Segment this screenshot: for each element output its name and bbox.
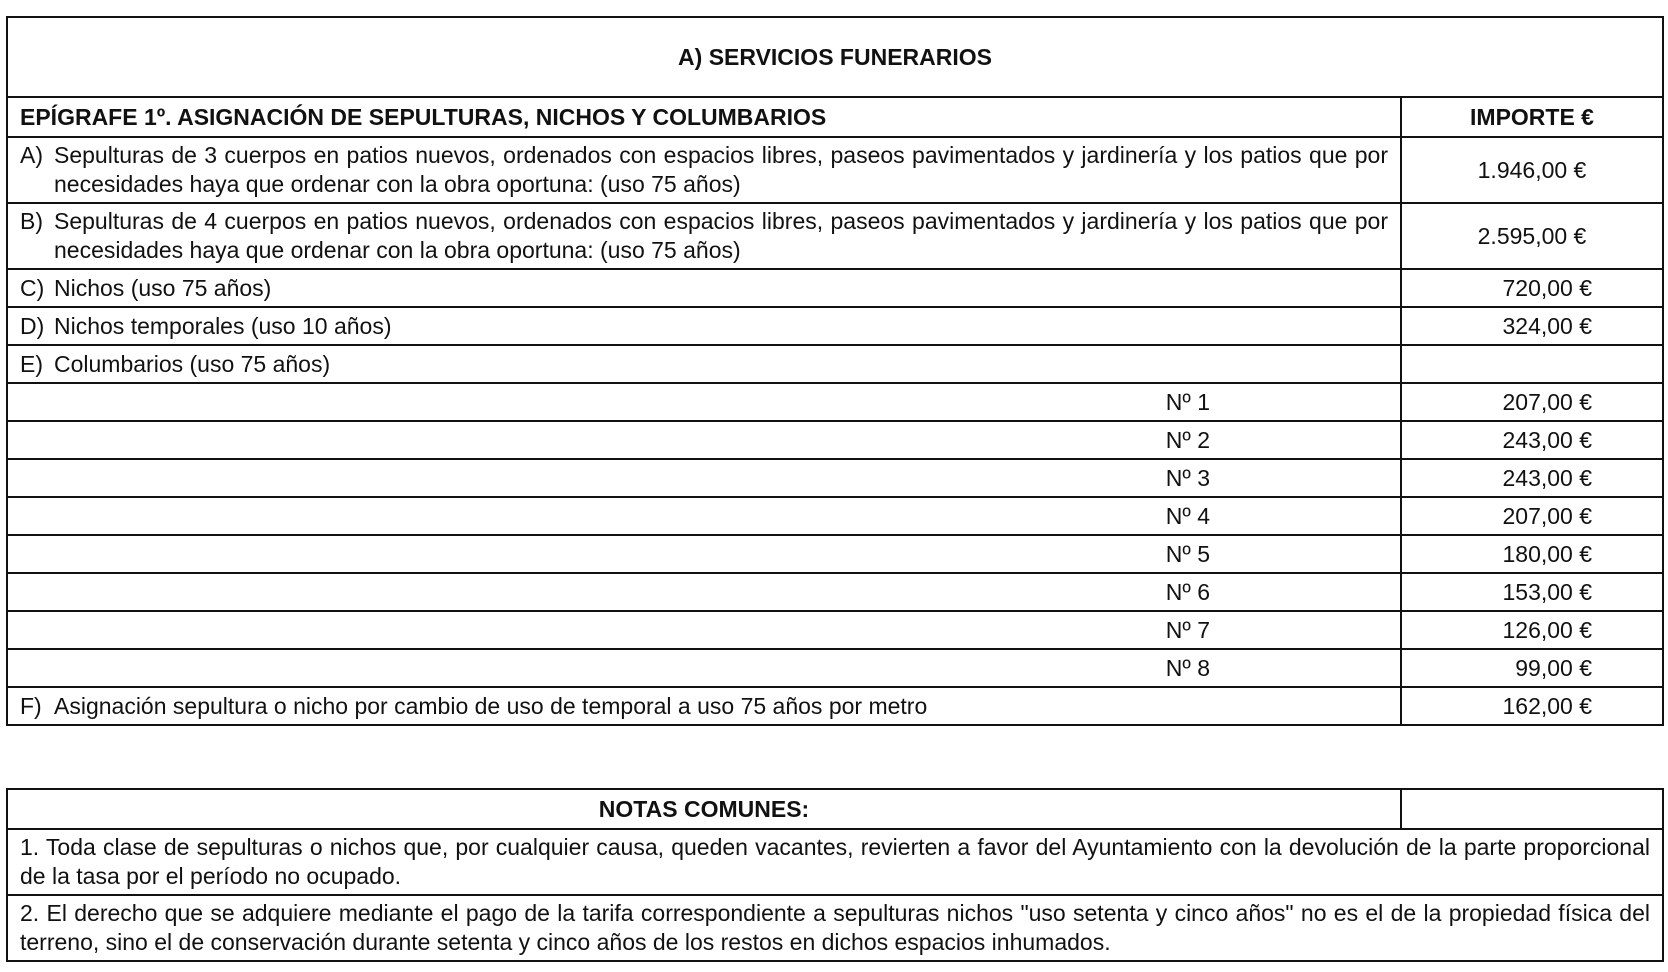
item-letter: F) xyxy=(20,692,42,719)
table-row xyxy=(7,203,1663,269)
item-amount: 324,00 € xyxy=(1401,307,1663,345)
item-letter: B) xyxy=(20,208,43,234)
item-text: Columbarios (uso 75 años) xyxy=(54,350,331,377)
table-row xyxy=(7,345,1663,383)
table-row xyxy=(7,497,1663,535)
table-row xyxy=(7,535,1663,573)
table-row xyxy=(7,459,1663,497)
table-row xyxy=(7,269,1663,307)
columbario-label: Nº 1 xyxy=(7,383,1401,421)
item-text: Sepulturas de 4 cuerpos en patios nuevos, ordenados con espacios libres, paseos pavimentados y jardinería y los patios que por necesidades haya que ordenar con la obra oportuna: (uso 75 años) xyxy=(54,208,1388,263)
note-row xyxy=(7,829,1663,895)
table-row xyxy=(7,649,1663,687)
item-amount: 162,00 € xyxy=(1401,687,1663,725)
columbario-amount: 243,00 € xyxy=(1401,421,1663,459)
columbario-amount: 99,00 € xyxy=(1401,649,1663,687)
epigrafe-title: EPÍGRAFE 1º. ASIGNACIÓN DE SEPULTURAS, NICHOS Y COLUMBARIOS xyxy=(7,97,1401,137)
table-row xyxy=(7,611,1663,649)
columbario-amount: 207,00 € xyxy=(1401,497,1663,535)
columbario-label: Nº 6 xyxy=(7,573,1401,611)
item-letter: E) xyxy=(20,350,43,377)
note-row xyxy=(7,895,1663,961)
columbario-amount: 180,00 € xyxy=(1401,535,1663,573)
item-text: Nichos (uso 75 años) xyxy=(54,274,272,301)
columbario-label: Nº 8 xyxy=(7,649,1401,687)
columbario-label: Nº 7 xyxy=(7,611,1401,649)
notes-title: NOTAS COMUNES: xyxy=(7,789,1401,829)
item-amount: 720,00 € xyxy=(1401,269,1663,307)
columbario-amount: 207,00 € xyxy=(1401,383,1663,421)
notes-table xyxy=(6,788,1664,962)
item-letter: C) xyxy=(20,274,45,301)
columbario-amount: 126,00 € xyxy=(1401,611,1663,649)
tariff-table xyxy=(6,16,1664,726)
columbario-amount: 153,00 € xyxy=(1401,573,1663,611)
note-text: 2. El derecho que se adquiere mediante el pago de la tarifa correspondiente a sepulturas nichos "uso setenta y cinco años" no es el de la propiedad física del terreno, sino el de conservación durante setenta y cinco años de los restos en dichos espacios inhumados. xyxy=(7,895,1663,961)
item-amount xyxy=(1401,345,1663,383)
amount-header: IMPORTE € xyxy=(1401,97,1663,137)
columbario-label: Nº 5 xyxy=(7,535,1401,573)
columbario-label: Nº 4 xyxy=(7,497,1401,535)
table-row xyxy=(7,383,1663,421)
item-amount: 1.946,00 € xyxy=(1401,137,1663,203)
table-row xyxy=(7,137,1663,203)
notes-empty-cell xyxy=(1401,789,1663,829)
item-text: Asignación sepultura o nicho por cambio de uso de temporal a uso 75 años por metro xyxy=(54,692,928,719)
columbario-label: Nº 3 xyxy=(7,459,1401,497)
table-row xyxy=(7,421,1663,459)
note-text: 1. Toda clase de sepulturas o nichos que, por cualquier causa, queden vacantes, revierten a favor del Ayuntamiento con la devolución de la parte proporcional de la tasa por el período no ocupado. xyxy=(7,829,1663,895)
section-title: A) SERVICIOS FUNERARIOS xyxy=(7,17,1663,97)
columbario-label: Nº 2 xyxy=(7,421,1401,459)
item-amount: 2.595,00 € xyxy=(1401,203,1663,269)
table-row xyxy=(7,573,1663,611)
table-row xyxy=(7,307,1663,345)
item-text: Nichos temporales (uso 10 años) xyxy=(54,312,392,339)
item-text: Sepulturas de 3 cuerpos en patios nuevos, ordenados con espacios libres, paseos pavimentados y jardinería y los patios que por necesidades haya que ordenar con la obra oportuna: (uso 75 años) xyxy=(54,142,1388,197)
columbario-amount: 243,00 € xyxy=(1401,459,1663,497)
item-letter: A) xyxy=(20,142,43,168)
table-row xyxy=(7,687,1663,725)
item-letter: D) xyxy=(20,312,45,339)
